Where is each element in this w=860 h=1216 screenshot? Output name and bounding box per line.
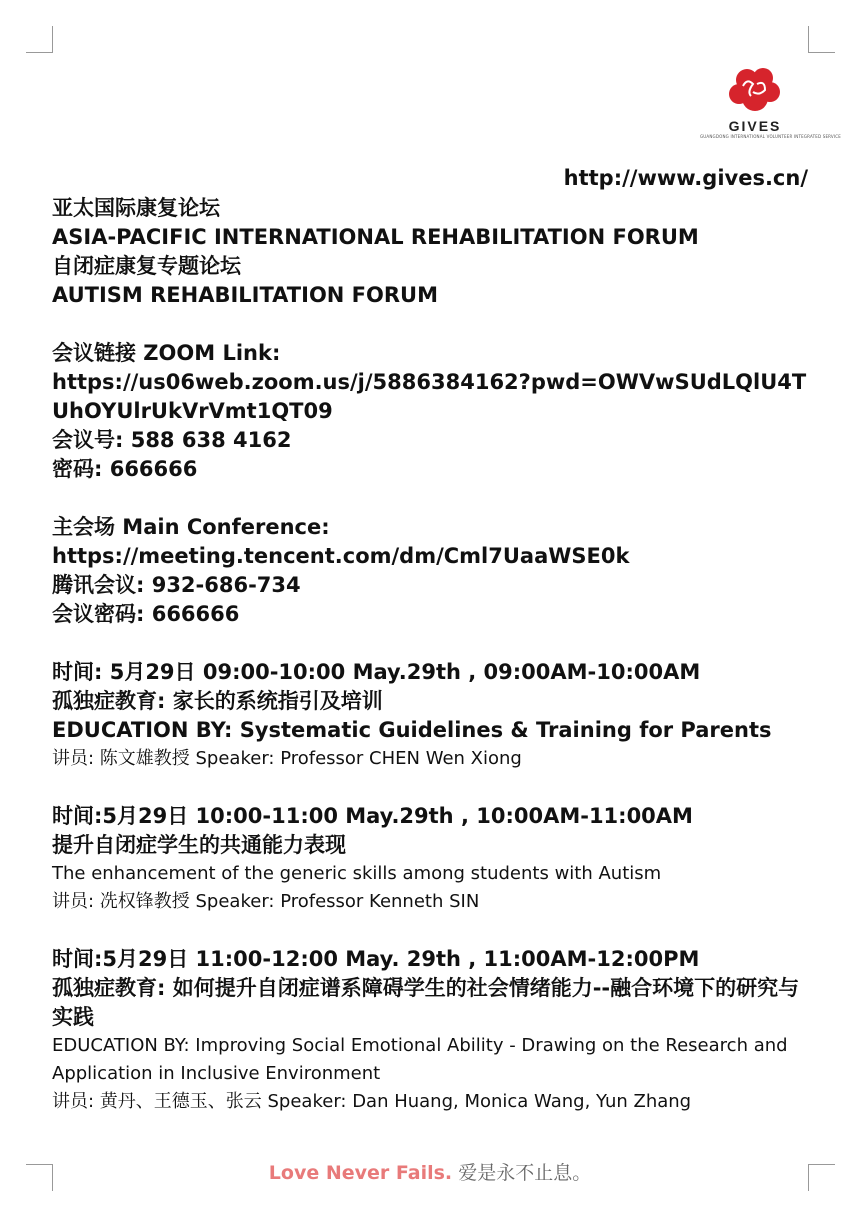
session-time: 时间:5月29日 11:00-12:00 May. 29th , 11:00AM-12:00PM (52, 947, 700, 971)
tencent-meeting-id: 腾讯会议: 932-686-734 (52, 573, 301, 597)
tencent-link[interactable]: https://meeting.tencent.com/dm/Cml7UaaWSE0k (52, 544, 630, 568)
spacer (52, 484, 812, 513)
logo-name: GIVES (728, 118, 782, 134)
session-1 (52, 658, 812, 773)
forum-title-en: ASIA-PACIFIC INTERNATIONAL REHABILITATION FORUM (52, 225, 699, 249)
slogan-zh: 爱是永不止息。 (458, 1162, 592, 1184)
zoom-password: 密码: 666666 (52, 457, 198, 481)
zoom-meeting-id: 会议号: 588 638 4162 (52, 428, 292, 452)
forum-title-zh: 亚太国际康复论坛 (52, 196, 220, 220)
gives-logo-icon (725, 66, 785, 116)
document-body (52, 194, 812, 1116)
logo-subtitle: GUANGDONG INTERNATIONAL VOLUNTEER INTEGRATED SERVICE (700, 134, 841, 139)
session-time: 时间: 5月29日 09:00-10:00 May.29th , 09:00AM-10:00AM (52, 660, 701, 684)
crop-mark-top-left (26, 26, 53, 53)
session-speaker: 讲员: 冼权锋教授 Speaker: Professor Kenneth SIN (52, 891, 480, 912)
session-speaker: 讲员: 陈文雄教授 Speaker: Professor CHEN Wen Xiong (52, 748, 522, 769)
session-title-en: The enhancement of the generic skills among students with Autism (52, 863, 662, 884)
session-title-zh: 孤独症教育: 如何提升自闭症谱系障碍学生的社会情绪能力--融合环境下的研究与实践 (52, 976, 800, 1029)
session-time: 时间:5月29日 10:00-11:00 May.29th , 10:00AM-11:00AM (52, 804, 693, 828)
spacer (52, 916, 812, 945)
gives-logo (700, 66, 841, 139)
session-2 (52, 802, 812, 916)
subforum-title-en: AUTISM REHABILITATION FORUM (52, 283, 438, 307)
tencent-password: 会议密码: 666666 (52, 602, 240, 626)
footer-slogan (0, 1158, 860, 1185)
session-3 (52, 945, 812, 1116)
spacer (52, 310, 812, 339)
main-conference-label: 主会场 Main Conference: (52, 515, 330, 539)
website-link[interactable]: http://www.gives.cn/ (563, 166, 808, 190)
session-title-en: EDUCATION BY: Systematic Guidelines & Training for Parents (52, 718, 772, 742)
slogan-en: Love Never Fails. (268, 1162, 453, 1184)
subforum-title-zh: 自闭症康复专题论坛 (52, 254, 241, 278)
crop-mark-top-right (808, 26, 835, 53)
spacer (52, 773, 812, 802)
session-speaker: 讲员: 黄丹、王德玉、张云 Speaker: Dan Huang, Monica Wang, Yun Zhang (52, 1091, 692, 1112)
spacer (52, 629, 812, 658)
zoom-link[interactable]: https://us06web.zoom.us/j/5886384162?pwd=OWVwSUdLQlU4TUhOYUlrUkVrVmt1QT09 (52, 370, 807, 423)
zoom-label: 会议链接 ZOOM Link: (52, 341, 281, 365)
session-title-en: EDUCATION BY: Improving Social Emotional Ability - Drawing on the Research and Application in Inclusive Environment (52, 1035, 788, 1084)
session-title-zh: 孤独症教育: 家长的系统指引及培训 (52, 689, 383, 713)
session-title-zh: 提升自闭症学生的共通能力表现 (52, 833, 346, 857)
